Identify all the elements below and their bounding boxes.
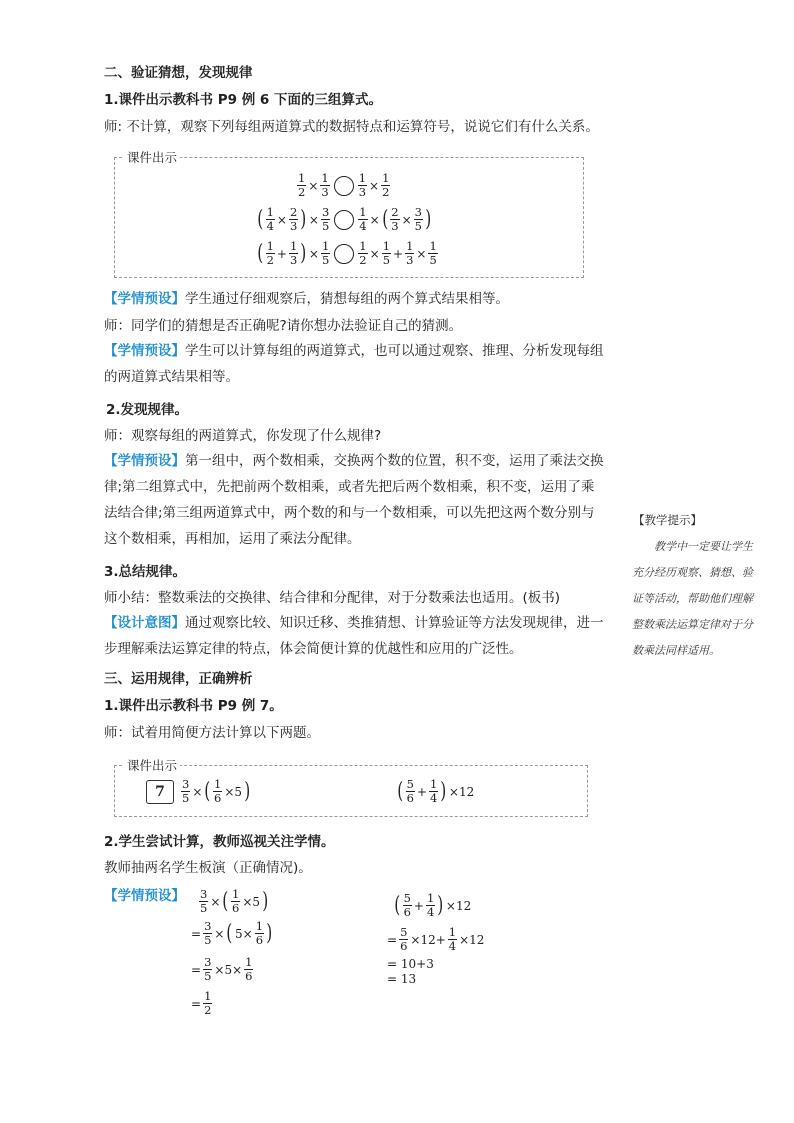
example-7-problem-2: ( $\frac{5}{6}$ + $\frac{1}{4}$ ) ×12 [397,777,475,805]
solution-2-step-1: = $\frac{5}{6}$ ×12+ $\frac{1}{4}$ ×12 [387,925,485,953]
courseware-label-1: 课件出示 [124,148,180,166]
predict-3: 【学情预设】第一组中，两个数相乘，交换两个数的位置，积不变，运用了乘法交换律;第二组算式中，先把前两个数相乘，或者先把后两个数相乘，积不变，运用了乘法结合律;第三组两道算式中，两个数的和与一个数相乘，可以先把这两个数分别与这个数相乘，再相加，运用了乘法分配律。 [104,453,604,547]
predict-2: 【学情预设】学生可以计算每组的两道算式，也可以通过观察、推理、分析发现每组的两道算式结果相等。 [104,343,604,385]
teacher-line-3: 师：观察每组的两道算式，你发现了什么规律? [104,428,382,444]
teaching-tip-title: 【教学提示】 [633,513,702,527]
teacher-summary: 师小结：整数乘法的交换律、结合律和分配律，对于分数乘法也适用。(板书) [104,590,561,606]
step-2-1: 1.课件出示教科书 P9 例 6 下面的三组算式。 [104,92,383,108]
example-7-problem-1: 7 $\frac{3}{5}$ × ( $\frac{1}{6}$ ×5 ) [146,778,252,805]
predict-1: 【学情预设】学生通过仔细观察后，猜想每组的两个算式结果相等。 [104,291,509,307]
teacher-line-2: 师：同学们的猜想是否正确呢?请你想办法验证自己的猜测。 [104,318,463,334]
section-title-3: 三、运用规律，正确辨析 [104,671,253,687]
teaching-tip-text: 教学中一定要让学生充分经历观察、猜想、验证等活动，帮助他们理解整数乘法运算定律对于分数乘法同样适用。 [632,540,753,657]
compare-circle [334,176,354,196]
courseware-label-2: 课件出示 [124,756,180,774]
teacher-line-5: 教师抽两名学生板演（正确情况)。 [104,860,312,876]
step-2-2: 2.发现规律。 [106,402,189,418]
solution-1-step-3: = $\frac{1}{2}$ [191,989,212,1017]
section-title-2: 二、验证猜想，发现规律 [104,65,253,81]
solution-1-step-1: = $\frac{3}{5}$ × ( 5× $\frac{1}{6}$ ) [191,919,273,947]
solution-1-step-2: = $\frac{3}{5}$ ×5× $\frac{1}{6}$ [191,955,253,983]
compare-circle [334,244,354,264]
solution-2-step-0: ( $\frac{5}{6}$ + $\frac{1}{4}$ ) ×12 [394,891,472,919]
compare-circle [334,210,354,230]
formula-group-3: ( $\frac{1}{2}$ + $\frac{1}{3}$ ) × $\frac{1}{5}$ $\frac{1}{2}$ × $\frac{1}{5}$ + $\frac{1}{3}$ × $\frac{1}{5}$ [257,239,437,267]
solution-2-step-3: = 13 [387,972,417,986]
step-3-2: 2.学生尝试计算，教师巡视关注学情。 [104,834,335,850]
solution-1-step-0: $\frac{3}{5}$ × ( $\frac{1}{6}$ ×5 ) [200,887,269,915]
step-2-3: 3.总结规律。 [104,564,187,580]
predict-4-tag: 【学情预设】 [104,888,185,904]
step-3-1: 1.课件出示教科书 P9 例 7。 [104,698,283,714]
formula-group-1: $\frac{1}{2}$ × $\frac{1}{3}$ $\frac{1}{3}$ × $\frac{1}{2}$ [298,171,390,199]
solution-2-step-2: = 10+3 [387,957,434,971]
formula-group-2: ( $\frac{1}{4}$ × $\frac{2}{3}$ ) × $\frac{3}{5}$ $\frac{1}{4}$ × ( $\frac{2}{3}$ × $\frac{3}{5}$ ) [257,205,432,233]
teacher-line-4: 师：试着用简便方法计算以下两题。 [104,725,320,741]
teacher-line-1: 师: 不计算，观察下列每组两道算式的数据特点和运算符号，说说它们有什么关系。 [104,119,599,135]
design-intent: 【设计意图】通过观察比较、知识迁移、类推猜想、计算验证等方法发现规律，进一步理解乘法运算定律的特点，体会简便计算的优越性和应用的广泛性。 [104,615,604,657]
example-number-badge: 7 [146,780,174,804]
